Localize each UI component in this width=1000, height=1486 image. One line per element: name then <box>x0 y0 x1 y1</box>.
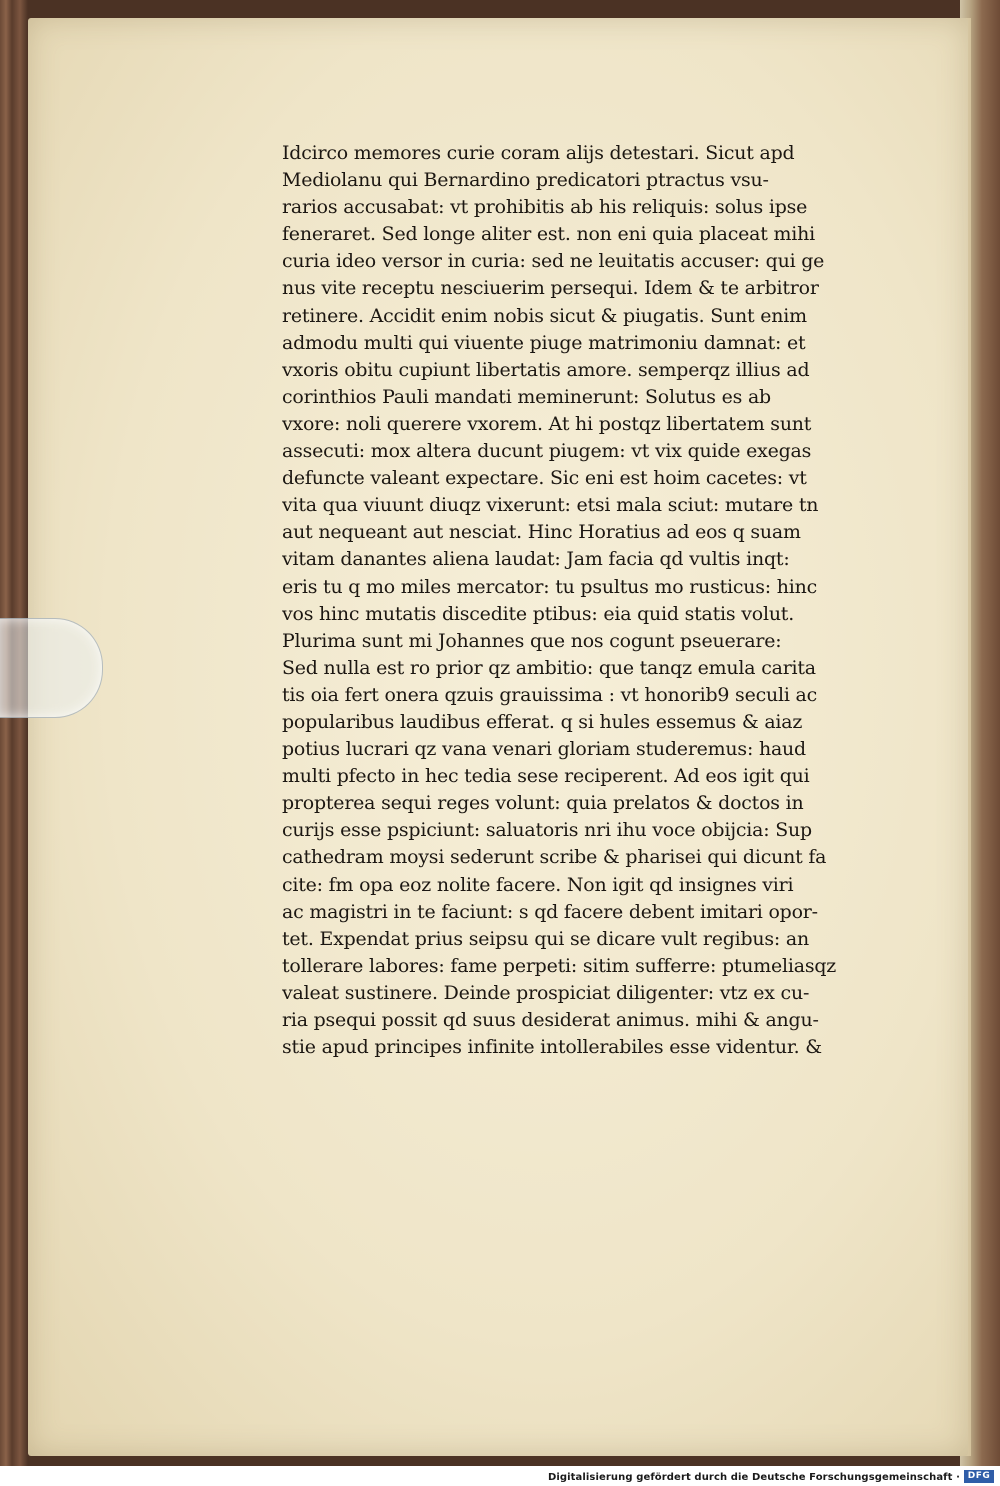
text-line: feneraret. Sed longe aliter est. non eni quia placeat mihi <box>282 223 815 246</box>
text-line: admodu multi qui viuente piuge matrimoniu damnat: et <box>282 331 806 354</box>
text-line: propterea sequi reges volunt: quia prelatos & doctos in <box>282 792 804 815</box>
text-line: tet. Expendat prius seipsu qui se dicare vult regibus: an <box>282 927 810 950</box>
text-line: vxore: noli querere vxorem. At hi postqz libertatem sunt <box>282 412 812 435</box>
text-line: Plurima sunt mi Johannes que nos cogunt pseuerare: <box>282 629 782 652</box>
text-line: nus vite receptu nesciuerim persequi. Idem & te arbitror <box>282 277 819 300</box>
text-line: defuncte valeant expectare. Sic eni est hoim cacetes: vt <box>282 467 807 490</box>
text-line: rarios accusabat: vt prohibitis ab his reliquis: solus ipse <box>282 196 808 219</box>
text-line: ria psequi possit qd suus desiderat animus. mihi & angu- <box>282 1009 819 1031</box>
text-line: vitam danantes aliena laudat: Jam facia qd vultis inqt: <box>282 548 790 571</box>
text-line: tis oia fert onera qzuis grauissima : vt honorib9 seculi ac <box>282 683 818 706</box>
text-line: tollerare labores: fame perpeti: sitim sufferre: ptumeliasqz <box>282 954 837 977</box>
footer-strip <box>0 1466 1000 1486</box>
text-line: cathedram moysi sederunt scribe & pharisei qui dicunt fa <box>282 846 827 869</box>
text-line: cite: fm opa eoz nolite facere. Non igit qd insignes viri <box>282 873 794 896</box>
text-line: vxoris obitu cupiunt libertatis amore. semperqz illius ad <box>282 358 810 381</box>
text-line: potius lucrari qz vana venari gloriam studeremus: haud <box>282 738 806 761</box>
text-line: Mediolanu qui Bernardino predicatori ptractus vsu- <box>282 169 769 192</box>
printed-text-block <box>282 140 882 1061</box>
text-line: valeat sustinere. Deinde prospiciat diligenter: vtz ex cu- <box>282 981 810 1004</box>
text-line: stie apud principes infinite intollerabiles esse videntur. & <box>282 1036 822 1059</box>
text-line: ac magistri in te faciunt: s qd facere debent imitari opor- <box>282 900 818 923</box>
text-line: popularibus laudibus efferat. q si hules essemus & aiaz <box>282 710 803 733</box>
text-line: eris tu q mo miles mercator: tu psultus mo rusticus: hinc <box>282 575 818 598</box>
text-line: multi pfecto in hec tedia sese reciperent. Ad eos igit qui <box>282 765 810 788</box>
dfg-logo-icon: DFG <box>964 1470 994 1483</box>
text-line: curia ideo versor in curia: sed ne leuitatis accuser: qui ge <box>282 250 825 273</box>
text-line: retinere. Accidit enim nobis sicut & piugatis. Sunt enim <box>282 304 807 327</box>
text-line: Idcirco memores curie coram alijs detestari. Sicut apd <box>282 142 795 164</box>
text-line: Sed nulla est ro prior qz ambitio: que tanqz emula carita <box>282 656 816 679</box>
text-line: aut nequeant aut nesciat. Hinc Horatius ad eos q suam <box>282 521 801 544</box>
digitization-credit: Digitalisierung gefördert durch die Deutsche Forschungsgemeinschaft · <box>547 1472 960 1483</box>
text-line: vita qua viuunt diuqz vixerunt: etsi mala sciut: mutare tn <box>282 494 819 517</box>
text-line: curijs esse pspiciunt: saluatoris nri ihu voce obijcia: Sup <box>282 819 812 842</box>
text-line: assecuti: mox altera ducunt piugem: vt vix quide exegas <box>282 440 812 463</box>
text-line: corinthios Pauli mandati meminerunt: Solutus es ab <box>282 385 771 408</box>
page-clip <box>0 618 103 718</box>
text-line: vos hinc mutatis discedite ptibus: eia quid statis volut. <box>282 602 795 625</box>
